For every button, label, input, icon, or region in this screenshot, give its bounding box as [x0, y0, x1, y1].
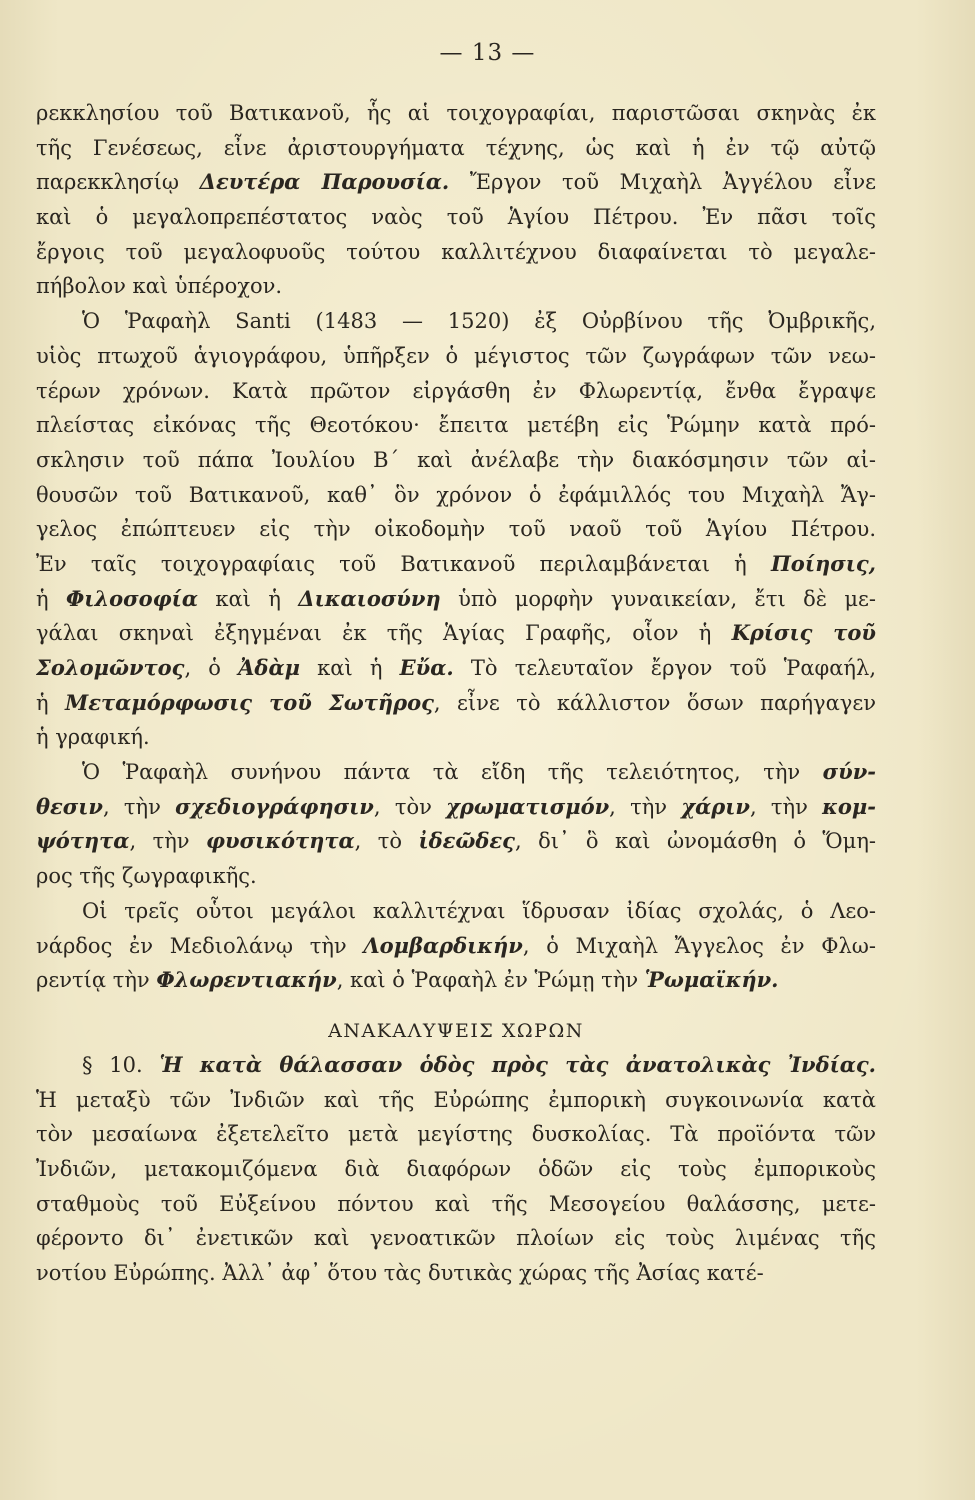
emphasized-term: Δευτέρα Παρουσία.	[199, 169, 450, 195]
text-line: Ὁ Ῥαφαὴλ συνήνου πάντα τὰ εἴδη τῆς τελειότητος, τὴν σύν-	[82, 759, 876, 785]
text-line: παρεκκλησίῳ Δευτέρα Παρουσία. Ἔργον τοῦ Μιχαὴλ Ἀγγέλου εἶνε	[36, 169, 876, 195]
section-heading: ΑΝΑΚΑΛΥΨΕΙΣ ΧΩΡΩΝ	[328, 1019, 584, 1042]
text-line: ρεντίᾳ τὴν Φλωρεντιακήν, καὶ ὁ Ῥαφαὴλ ἐν Ῥώμῃ τὴν Ῥωμαϊκήν.	[36, 967, 779, 993]
emphasized-term: Φιλοσοφία	[65, 585, 198, 611]
text-line: σταθμοὺς τοῦ Εὐξείνου πόντου καὶ τῆς Μεσογείου θαλάσσης, μετε-	[36, 1191, 876, 1216]
text-line: ρεκκλησίου τοῦ Βατικανοῦ, ἧς αἱ τοιχογραφίαι, παριστῶσαι σκηνὰς ἐκ	[36, 101, 876, 125]
text-line: Ἰνδιῶν, μετακομιζόμενα διὰ διαφόρων ὁδῶν εἰς τοὺς ἐμπορικοὺς	[36, 1156, 876, 1181]
text-line: πλείστας εἰκόνας τῆς Θεοτόκου· ἔπειτα μετέβη εἰς Ῥώμην κατὰ πρό-	[36, 413, 876, 438]
paragraph-sea-route-indies	[36, 1048, 876, 1291]
text-line: γάλαι σκηναὶ ἐξηγμέναι ἐκ τῆς Ἁγίας Γραφῆς, οἷον ἡ Κρίσις τοῦ	[36, 620, 876, 646]
emphasized-term: Ἀδὰμ	[238, 655, 300, 680]
emphasized-term: Λομβαρδικήν	[363, 932, 523, 958]
emphasized-term: Φλωρεντιακήν	[156, 967, 337, 993]
text-line: ἡ Φιλοσοφία καὶ ἡ Δικαιοσύνη ὑπὸ μορφὴν γυναικείαν, ἔτι δὲ με-	[36, 585, 876, 611]
emphasized-term: Μεταμόρφωσις τοῦ Σωτῆρος	[65, 689, 434, 715]
page-number: — 13 —	[439, 40, 536, 66]
text-line: πήβολον καὶ ὑπέροχον.	[36, 274, 283, 299]
emphasized-term: σχεδιογράφησιν	[175, 793, 374, 819]
text-line: ρος τῆς ζωγραφικῆς.	[36, 864, 257, 889]
text-line: Σολομῶντος, ὁ Ἀδὰμ καὶ ἡ Εὔα. Τὸ τελευταῖον ἔργον τοῦ Ῥαφαήλ,	[36, 655, 876, 680]
emphasized-term: θεσιν	[36, 793, 103, 819]
page-body	[36, 96, 876, 1291]
text-line: νοτίου Εὐρώπης. Ἀλλ᾽ ἀφ᾽ ὅτου τὰς δυτικὰς χώρας τῆς Ἀσίας κατέ-	[36, 1261, 764, 1285]
text-line: Οἱ τρεῖς οὗτοι μεγάλοι καλλιτέχναι ἵδρυσαν ἰδίας σχολάς, ὁ Λεο-	[82, 898, 876, 923]
text-line: § 10. Ἡ κατὰ θάλασσαν ὁδὸς πρὸς τὰς ἀνατολικὰς Ἰνδίας.	[82, 1051, 876, 1077]
emphasized-term: ἰδεῶδες	[418, 828, 515, 854]
text-line: ψότητα, τὴν φυσικότητα, τὸ ἰδεῶδες, δι᾽ ὃ καὶ ὠνομάσθη ὁ Ὅμη-	[36, 828, 876, 854]
emphasized-term: Ποίησις,	[770, 550, 876, 576]
paragraph-michelangelo	[36, 96, 876, 304]
text-line: καὶ ὁ μεγαλοπρεπέστατος ναὸς τοῦ Ἁγίου Πέτρου. Ἐν πᾶσι τοῖς	[36, 205, 876, 230]
emphasized-term: Δικαιοσύνη	[298, 585, 441, 611]
emphasized-term: χάριν	[681, 793, 750, 819]
emphasized-term: σύν-	[822, 759, 876, 785]
text-line: τὸν μεσαίωνα ἐξετελεῖτο μετὰ μεγίστης δυσκολίας. Τὰ προϊόντα τῶν	[36, 1122, 876, 1147]
paragraph-schools	[36, 894, 876, 998]
text-line: Ἡ μεταξὺ τῶν Ἰνδιῶν καὶ τῆς Εὐρώπης ἐμπορικὴ συγκοινωνία κατὰ	[36, 1087, 876, 1112]
emphasized-term: Ἡ κατὰ θάλασσαν ὁδὸς πρὸς τὰς ἀνατολικὰς Ἰνδίας.	[159, 1051, 876, 1077]
emphasized-term: Κρίσις τοῦ	[731, 620, 876, 646]
text-line: τῆς Γενέσεως, εἶνε ἀριστουργήματα τέχνης, ὡς καὶ ἡ ἐν τῷ αὐτῷ	[36, 135, 876, 160]
paragraph-raphael	[36, 304, 876, 755]
text-line: φέροντο δι᾽ ἐνετικῶν καὶ γενοατικῶν πλοίων εἰς τοὺς λιμένας τῆς	[36, 1226, 876, 1251]
text-line: ἔργοις τοῦ μεγαλοφυοῦς τούτου καλλιτέχνου διαφαίνεται τὸ μεγαλε-	[36, 239, 876, 264]
emphasized-term: ψότητα	[36, 828, 130, 854]
text-line: θεσιν, τὴν σχεδιογράφησιν, τὸν χρωματισμόν, τὴν χάριν, τὴν κομ-	[36, 793, 876, 819]
text-line: ἡ Μεταμόρφωσις τοῦ Σωτῆρος, εἶνε τὸ κάλλιστον ὅσων παρήγαγεν	[36, 689, 876, 715]
emphasized-term: Εὔα.	[399, 655, 454, 680]
text-line: σκλησιν τοῦ πάπα Ἰουλίου Β΄ καὶ ἀνέλαβε τὴν διακόσμησιν τῶν αἰ-	[36, 447, 876, 472]
text-line: ἡ γραφική.	[36, 725, 150, 750]
emphasized-term: φυσικότητα	[206, 828, 355, 854]
text-line: νάρδος ἐν Μεδιολάνῳ τὴν Λομβαρδικήν, ὁ Μιχαὴλ Ἄγγελος ἐν Φλω-	[36, 932, 876, 958]
text-line: Ὁ Ῥαφαὴλ Santi (1483 — 1520) ἐξ Οὐρβίνου τῆς Ὀμβρικῆς,	[82, 309, 876, 334]
text-line: γελος ἐπώπτευεν εἰς τὴν οἰκοδομὴν τοῦ ναοῦ τοῦ Ἁγίου Πέτρου.	[36, 517, 876, 542]
text-line: θουσῶν τοῦ Βατικανοῦ, καθ᾽ ὃν χρόνον ὁ ἐφάμιλλός του Μιχαὴλ Ἄγ-	[36, 482, 876, 507]
text-line: τέρων χρόνων. Κατὰ πρῶτον εἰργάσθη ἐν Φλωρεντίᾳ, ἔνθα ἔγραψε	[36, 378, 876, 403]
emphasized-term: Ῥωμαϊκήν.	[644, 967, 779, 993]
text-line: υἱὸς πτωχοῦ ἁγιογράφου, ὑπῆρξεν ὁ μέγιστος τῶν ζωγράφων τῶν νεω-	[36, 343, 876, 368]
text-line: Ἐν ταῖς τοιχογραφίαις τοῦ Βατικανοῦ περιλαμβάνεται ἡ Ποίησις,	[36, 550, 876, 576]
paragraph-raphael-qualities	[36, 755, 876, 894]
emphasized-term: Σολομῶντος	[36, 655, 185, 680]
emphasized-term: χρωματισμόν	[446, 793, 610, 819]
emphasized-term: κομ-	[822, 793, 876, 819]
